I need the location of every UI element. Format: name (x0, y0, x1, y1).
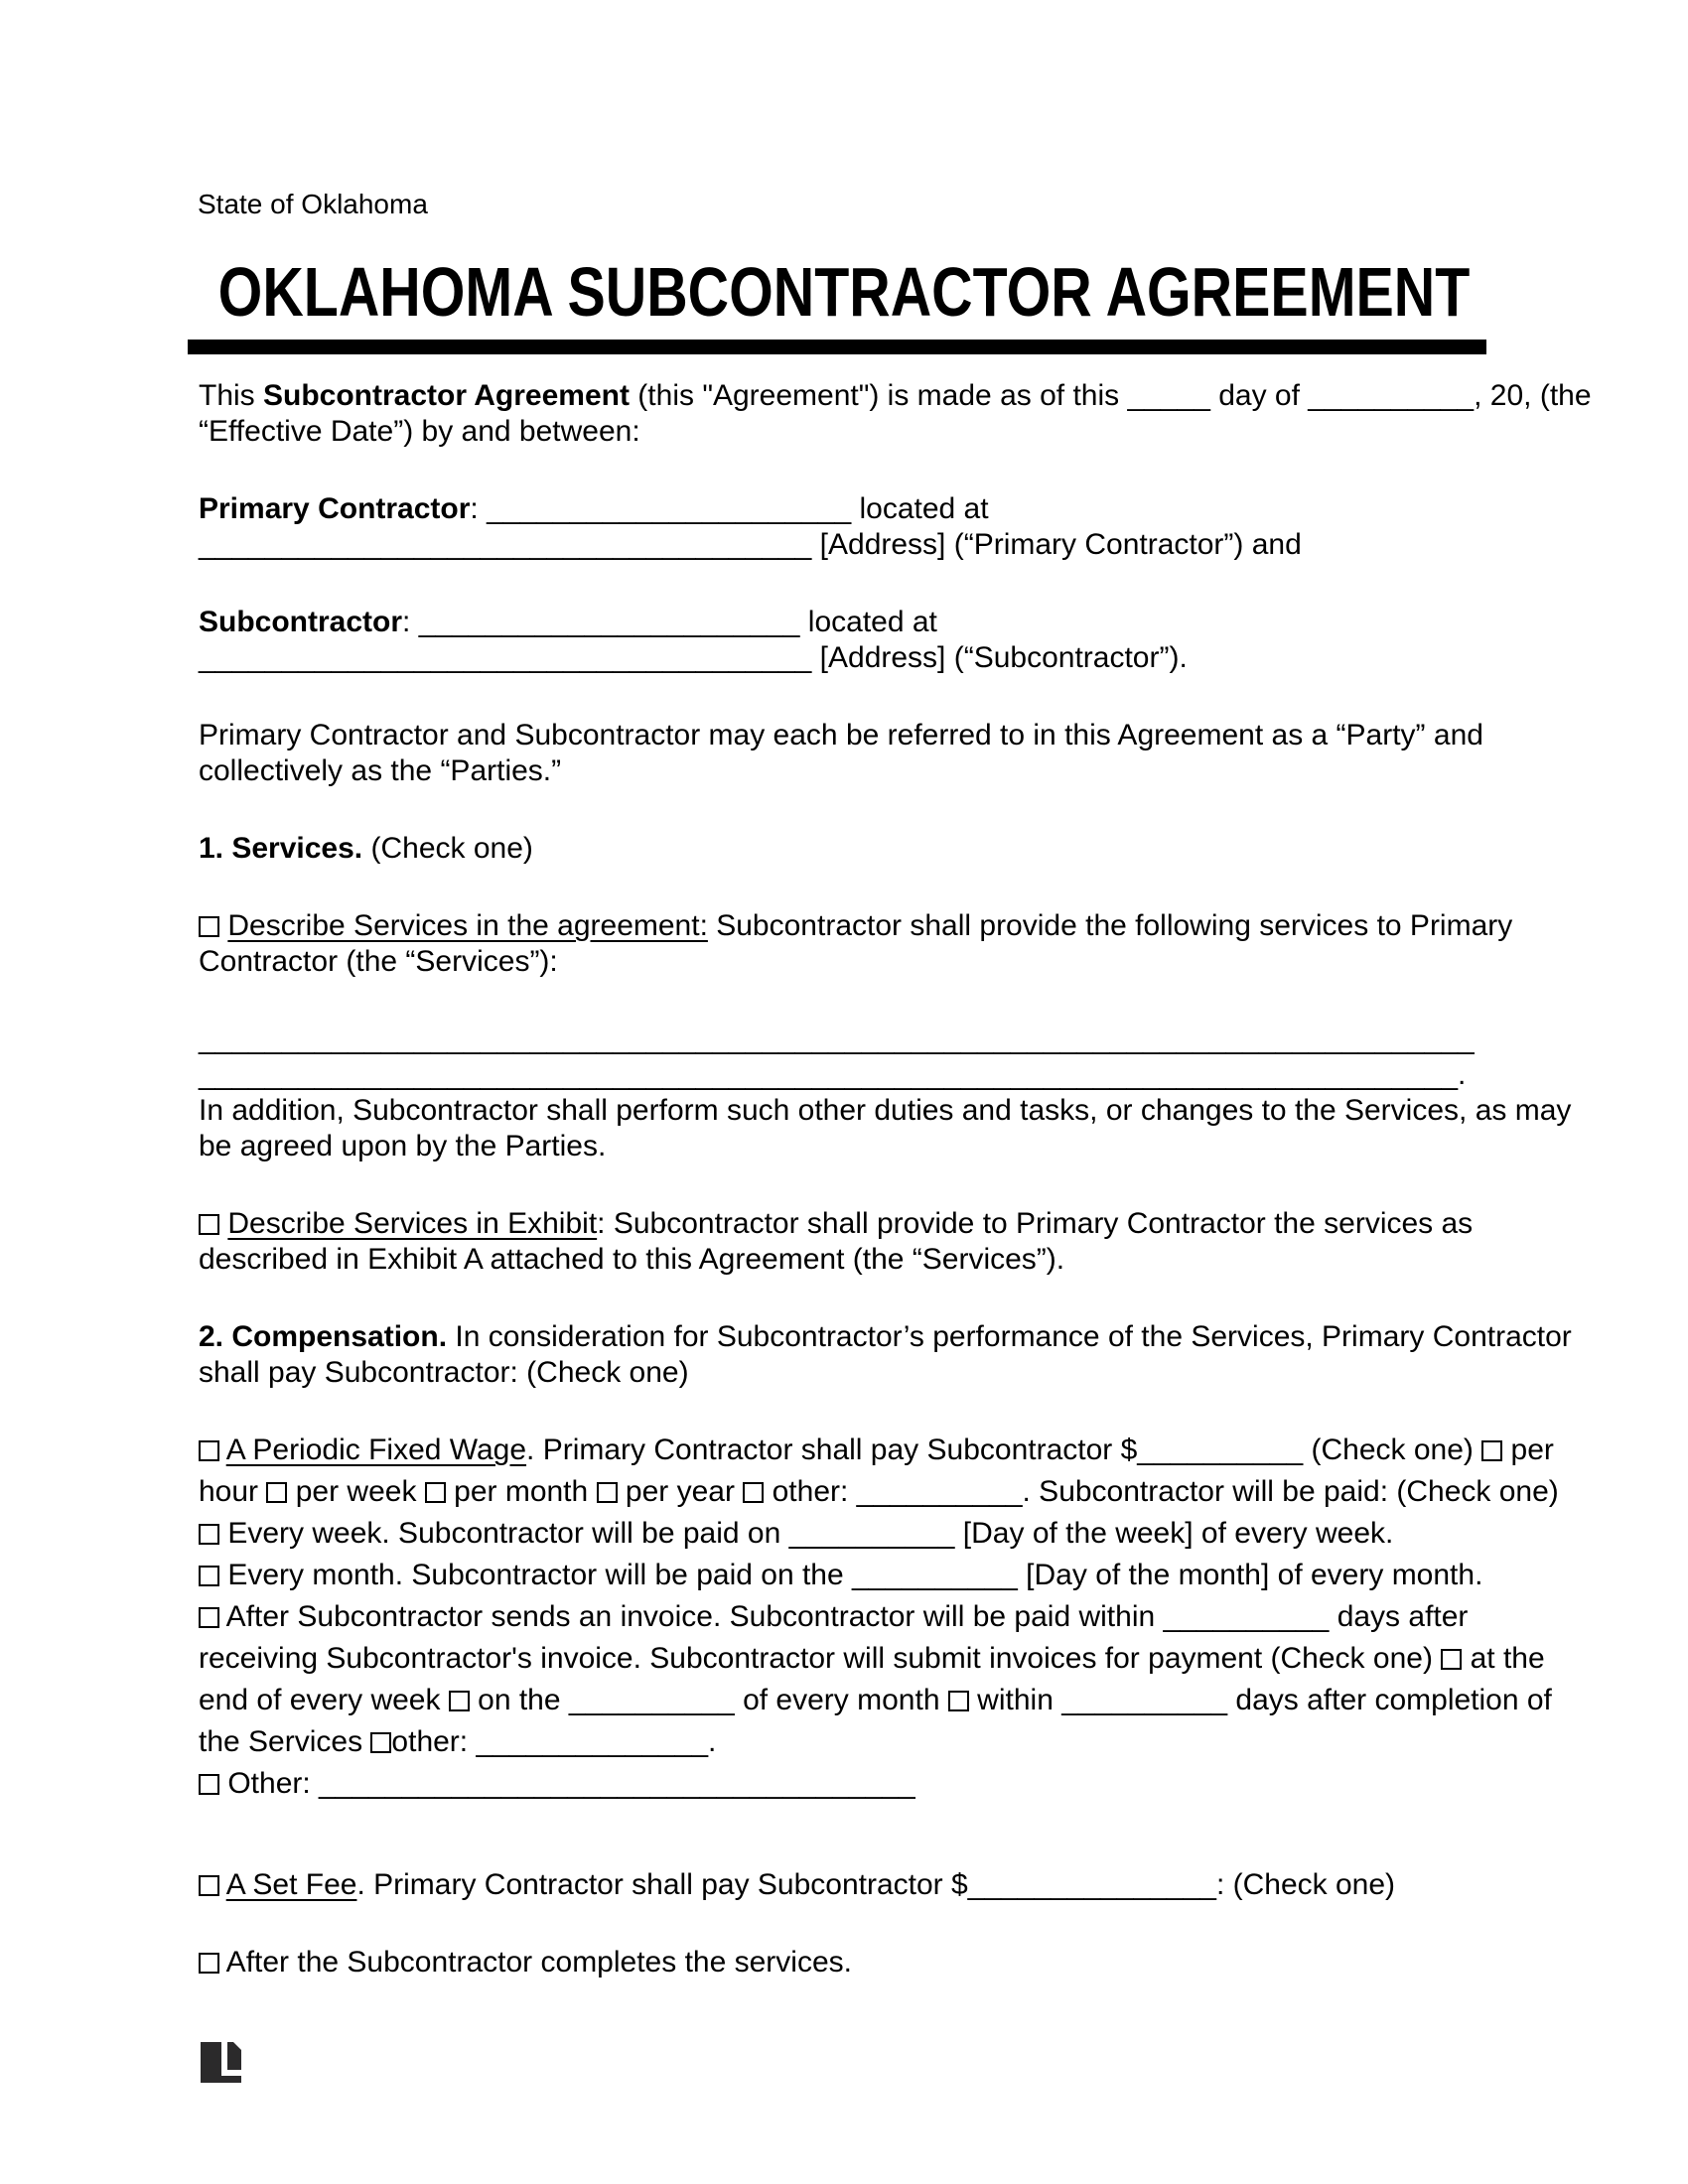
text-segment: “Effective Date”) by and between: (199, 415, 640, 448)
bold-text: 2. Compensation. (199, 1320, 448, 1353)
checkbox-paragraph (199, 1516, 1393, 1552)
document-line (199, 1355, 1572, 1391)
text-segment: per week (287, 1475, 425, 1508)
text-segment: per (1502, 1433, 1554, 1466)
text-segment: described in Exhibit A attached to this Agreement (the “Services”). (199, 1243, 1065, 1276)
paragraph (199, 378, 1592, 450)
bold-text: Subcontractor Agreement (263, 379, 630, 412)
text-segment: shall pay Subcontractor: (Check one) (199, 1356, 689, 1389)
document-line (199, 1093, 1571, 1129)
checkbox-icon[interactable] (199, 1214, 219, 1235)
document-line (199, 753, 1483, 789)
checkbox-icon[interactable] (199, 916, 219, 937)
legaltemplates-logo (201, 2042, 241, 2083)
text-segment: hour (199, 1475, 267, 1508)
title-underline-bar (188, 340, 1486, 354)
text-segment: In consideration for Subcontractor’s performance of the Services, Primary Contractor (447, 1320, 1572, 1353)
document-line (199, 1129, 1571, 1164)
text-segment: Subcontractor shall provide the following services to Primary (707, 909, 1513, 942)
logo-vertical-gap (221, 2042, 227, 2070)
page-title: OKLAHOMA SUBCONTRACTOR AGREEMENT (217, 253, 1471, 331)
text-segment (219, 1433, 226, 1466)
document-line (199, 1867, 1395, 1903)
text-segment: Every month. Subcontractor will be paid on the __________ [Day of the month] of every month. (219, 1559, 1483, 1591)
text-segment: other: __________. Subcontractor will be paid: (Check one) (764, 1475, 1559, 1508)
state-label: State of Oklahoma (198, 189, 428, 219)
document-line (199, 831, 533, 867)
text-segment: : _______________________ located at (402, 606, 937, 638)
document-line (199, 1319, 1572, 1355)
document-line (199, 605, 1188, 640)
document-line (199, 414, 1592, 450)
text-segment: . Primary Contractor shall pay Subcontractor $__________ (Check one) (526, 1433, 1482, 1466)
text-segment: _____________________________________ [Address] (“Subcontractor”). (199, 641, 1188, 674)
text-segment: end of every week (199, 1684, 449, 1716)
text-segment: within __________ days after completion of (968, 1684, 1552, 1716)
checkbox-icon[interactable] (743, 1482, 764, 1503)
document-line (199, 1683, 1552, 1718)
underlined-text: Describe Services in Exhibit (227, 1207, 598, 1240)
underlined-text: A Set Fee (225, 1868, 357, 1901)
text-segment: Primary Contractor and Subcontractor may each be referred to in this Agreement as a “Party” and (199, 719, 1483, 751)
text-segment: : Subcontractor shall provide to Primary Contractor the services as (597, 1207, 1474, 1240)
text-segment: _____________________________________________________________________________ (199, 1023, 1475, 1055)
logo-horizontal-gap (221, 2070, 241, 2076)
checkbox-icon[interactable] (199, 1953, 219, 1974)
document-line (199, 1206, 1473, 1242)
paragraph (199, 1319, 1572, 1391)
text-segment: on the __________ of every month (469, 1684, 948, 1716)
document-line (199, 1724, 1552, 1760)
bold-text: 1. Services. (199, 832, 363, 865)
document-line (199, 527, 1302, 563)
document-line (199, 1242, 1473, 1278)
paragraph (199, 908, 1512, 980)
document-line (199, 908, 1512, 944)
text-segment: be agreed upon by the Parties. (199, 1130, 607, 1162)
document-line (199, 718, 1483, 753)
checkbox-icon[interactable] (199, 1774, 219, 1795)
paragraph (199, 1945, 852, 1980)
checkbox-paragraph (199, 1433, 1559, 1510)
checkbox-paragraph (199, 1766, 915, 1802)
checkbox-icon[interactable] (425, 1482, 446, 1503)
document-line (199, 1516, 1393, 1552)
paragraph (199, 831, 533, 867)
checkbox-icon[interactable] (597, 1482, 618, 1503)
text-segment: collectively as the “Parties.” (199, 754, 562, 787)
text-segment: ____________________________________________________________________________. (199, 1058, 1467, 1091)
text-segment (219, 1868, 226, 1901)
text-segment: (Check one) (362, 832, 533, 865)
text-segment: (this "Agreement") is made as of this _____ day of __________, 20, (the (629, 379, 1592, 412)
text-segment: other: ______________. (391, 1725, 717, 1758)
document-line (199, 1022, 1571, 1057)
checkbox-paragraph (199, 1599, 1552, 1760)
checkbox-icon[interactable] (199, 1875, 219, 1896)
text-segment: Contractor (the “Services”): (199, 945, 558, 978)
checkbox-icon[interactable] (449, 1691, 470, 1711)
bold-text: Subcontractor (199, 606, 403, 638)
document-line (199, 1433, 1559, 1468)
text-segment: . Primary Contractor shall pay Subcontractor $_______________: (Check one) (356, 1868, 1396, 1901)
underlined-text: A Periodic Fixed Wage (225, 1433, 527, 1466)
checkbox-icon[interactable] (199, 1566, 219, 1586)
checkbox-icon[interactable] (370, 1732, 391, 1753)
checkbox-icon[interactable] (1441, 1649, 1462, 1670)
document-line (199, 1057, 1571, 1093)
paragraph (199, 1206, 1473, 1278)
checkbox-paragraph (199, 1558, 1482, 1593)
paragraph (199, 605, 1188, 676)
document-line (199, 378, 1592, 414)
paragraph (199, 491, 1302, 563)
document-line (199, 1945, 852, 1980)
text-segment: the Services (199, 1725, 371, 1758)
document-line (199, 491, 1302, 527)
underlined-text: Describe Services in the agreement: (227, 909, 708, 942)
paragraph (199, 1022, 1571, 1164)
paragraph (199, 718, 1483, 789)
document-body (199, 378, 1592, 2022)
text-segment: at the (1462, 1642, 1545, 1675)
checkbox-icon[interactable] (199, 1440, 219, 1461)
document-line (199, 1558, 1482, 1593)
document-line (199, 640, 1188, 676)
document-line (199, 1474, 1559, 1510)
text-segment: Every week. Subcontractor will be paid on __________ [Day of the week] of every week. (219, 1517, 1394, 1550)
text-segment: After Subcontractor sends an invoice. Subcontractor will be paid within __________ days after (219, 1600, 1469, 1633)
checkbox-icon[interactable] (266, 1482, 287, 1503)
checkbox-icon[interactable] (948, 1691, 969, 1711)
text-segment: This (199, 379, 264, 412)
document-line (199, 1766, 915, 1802)
text-segment: In addition, Subcontractor shall perform such other duties and tasks, or changes to the Services, as may (199, 1094, 1572, 1127)
checkbox-icon[interactable] (1481, 1440, 1502, 1461)
text-segment: : ______________________ located at (470, 492, 989, 525)
bold-text: Primary Contractor (199, 492, 471, 525)
checkbox-icon[interactable] (199, 1607, 219, 1628)
text-segment: After the Subcontractor completes the services. (219, 1946, 852, 1979)
document-line (199, 1641, 1552, 1677)
document-line (199, 1599, 1552, 1635)
text-segment: receiving Subcontractor's invoice. Subcontractor will submit invoices for payment (Check one) (199, 1642, 1442, 1675)
document-line (199, 944, 1512, 980)
text-segment: per year (617, 1475, 744, 1508)
checkbox-icon[interactable] (199, 1524, 219, 1545)
checkbox-paragraph (199, 1867, 1395, 1903)
text-segment: per month (445, 1475, 597, 1508)
text-segment: _____________________________________ [Address] (“Primary Contractor”) and (199, 528, 1302, 561)
text-segment: Other: ____________________________________ (219, 1767, 915, 1800)
